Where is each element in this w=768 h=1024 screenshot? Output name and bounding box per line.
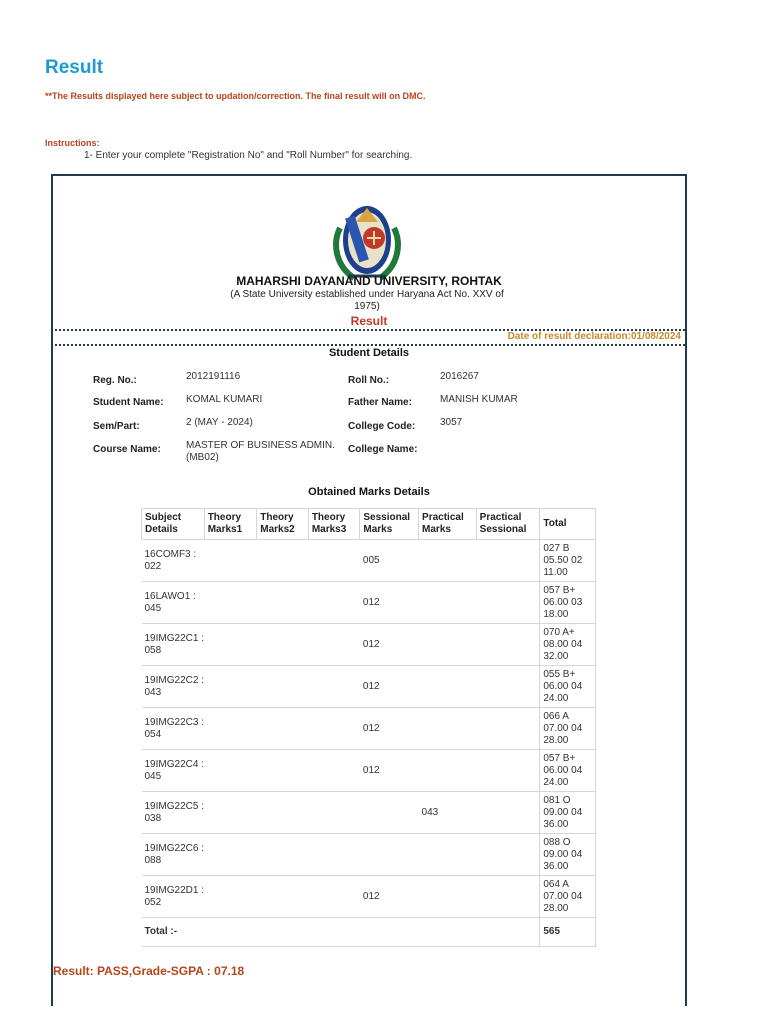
subject-code: 19IMG22D1 : <box>144 884 204 896</box>
subject-cell <box>142 792 205 834</box>
subject-cell <box>142 750 205 792</box>
practical-sessional-cell <box>476 666 540 708</box>
theory-marks2-cell <box>257 540 309 582</box>
final-result: Result: PASS,Grade-SGPA : 07.18 <box>53 964 245 978</box>
page-title: Result <box>45 57 104 78</box>
sessional-cell: 012 <box>360 750 419 792</box>
sessional-cell: 012 <box>360 582 419 624</box>
subject-cell <box>142 834 205 876</box>
table-row <box>142 666 596 708</box>
student-name-label: Student Name: <box>93 397 164 408</box>
theory-marks3-cell <box>308 792 360 834</box>
sessional-cell <box>360 834 419 876</box>
theory-marks3-cell <box>308 666 360 708</box>
theory-marks2-cell <box>257 792 309 834</box>
subject-cell <box>142 666 205 708</box>
table-row <box>142 792 596 834</box>
theory-marks2-cell <box>257 750 309 792</box>
theory-marks1: 038 <box>144 812 162 824</box>
roll-no-label: Roll No.: <box>348 375 390 386</box>
theory-marks3-cell <box>308 540 360 582</box>
subject-code: 19IMG22C6 : <box>144 842 204 854</box>
father-name-label: Father Name: <box>348 397 412 408</box>
practical-cell <box>419 666 477 708</box>
theory-marks1-cell <box>204 750 257 792</box>
subject-code: 19IMG22C3 : <box>144 716 204 728</box>
instructions-line: 1- Enter your complete "Registration No" and "Roll Number" for searching. <box>84 150 413 161</box>
table-row <box>142 834 596 876</box>
column-header: Sessional Marks <box>360 509 419 540</box>
theory-marks2-cell <box>257 876 309 918</box>
reg-no-label: Reg. No.: <box>93 375 137 386</box>
reg-no-value: 2012191116 <box>186 371 241 382</box>
practical-sessional-cell <box>476 708 540 750</box>
subject-cell <box>142 708 205 750</box>
total-cell: 057 B+ 06.00 03 18.00 <box>540 582 596 624</box>
theory-marks1-cell <box>204 834 257 876</box>
marks-table <box>141 508 596 947</box>
theory-marks1-cell <box>204 540 257 582</box>
roll-no-value: 2016267 <box>440 371 479 382</box>
disclaimer-text: **The Results displayed here subject to updation/correction. The final result will on DMC. <box>45 91 426 101</box>
practical-cell <box>419 540 477 582</box>
total-cell: 066 A 07.00 04 28.00 <box>540 708 596 750</box>
practical-sessional-cell <box>476 750 540 792</box>
theory-marks1: 054 <box>144 728 162 740</box>
result-declaration-date: Date of result declaration:01/08/2024 <box>507 331 681 342</box>
college-name-label: College Name: <box>348 444 418 455</box>
table-row <box>142 750 596 792</box>
theory-marks2-cell <box>257 708 309 750</box>
subject-cell <box>142 876 205 918</box>
marks-heading: Obtained Marks Details <box>308 486 430 498</box>
total-cell: 081 O 09.00 04 36.00 <box>540 792 596 834</box>
theory-marks1: 088 <box>144 854 162 866</box>
theory-marks1: 052 <box>144 896 162 908</box>
table-row <box>142 624 596 666</box>
total-row <box>142 918 596 947</box>
dotted-divider <box>51 344 685 346</box>
college-code-value: 3057 <box>440 417 463 428</box>
theory-marks1: 022 <box>144 560 162 572</box>
column-header: Theory Marks1 <box>204 509 257 540</box>
theory-marks1-cell <box>204 708 257 750</box>
subject-code: 19IMG22C5 : <box>144 800 204 812</box>
total-label: Total :- <box>142 918 540 947</box>
practical-cell <box>419 708 477 750</box>
sessional-cell: 005 <box>360 540 419 582</box>
result-heading: Result <box>350 314 388 328</box>
student-details-heading: Student Details <box>328 347 410 359</box>
practical-sessional-cell <box>476 540 540 582</box>
sessional-cell: 012 <box>360 708 419 750</box>
theory-marks1-cell <box>204 582 257 624</box>
sessional-cell: 012 <box>360 876 419 918</box>
table-row <box>142 540 596 582</box>
column-header: Subject Details <box>142 509 205 540</box>
column-header: Theory Marks3 <box>308 509 360 540</box>
marks-header-row <box>142 509 596 540</box>
column-header: Total <box>540 509 596 540</box>
subject-cell <box>142 582 205 624</box>
instructions-heading: Instructions: <box>45 138 100 148</box>
university-name: MAHARSHI DAYANAND UNIVERSITY, ROHTAK <box>236 274 502 288</box>
theory-marks3-cell <box>308 708 360 750</box>
practical-cell: 043 <box>419 792 477 834</box>
sessional-cell <box>360 792 419 834</box>
course-name-value: MASTER OF BUSINESS ADMIN. (MB02) <box>186 440 335 463</box>
total-cell: 070 A+ 08.00 04 32.00 <box>540 624 596 666</box>
sem-part-label: Sem/Part: <box>93 421 140 432</box>
table-row <box>142 708 596 750</box>
subject-code: 16COMF3 : <box>144 548 197 560</box>
total-cell: 027 B 05.50 02 11.00 <box>540 540 596 582</box>
theory-marks3-cell <box>308 750 360 792</box>
practical-cell <box>419 876 477 918</box>
column-header: Practical Marks <box>419 509 477 540</box>
sessional-cell: 012 <box>360 666 419 708</box>
total-cell: 055 B+ 06.00 04 24.00 <box>540 666 596 708</box>
practical-cell <box>419 750 477 792</box>
theory-marks1: 045 <box>144 770 162 782</box>
practical-sessional-cell <box>476 834 540 876</box>
student-name-value: KOMAL KUMARI <box>186 394 263 405</box>
subject-code: 19IMG22C1 : <box>144 632 204 644</box>
university-logo <box>326 198 408 284</box>
column-header: Practical Sessional <box>476 509 540 540</box>
total-cell: 064 A 07.00 04 28.00 <box>540 876 596 918</box>
theory-marks1-cell <box>204 624 257 666</box>
theory-marks1-cell <box>204 876 257 918</box>
theory-marks1-cell <box>204 666 257 708</box>
theory-marks1: 043 <box>144 686 162 698</box>
college-code-label: College Code: <box>348 421 416 432</box>
practical-sessional-cell <box>476 792 540 834</box>
practical-cell <box>419 582 477 624</box>
subject-code: 19IMG22C2 : <box>144 674 204 686</box>
theory-marks3-cell <box>308 834 360 876</box>
total-cell: 057 B+ 06.00 04 24.00 <box>540 750 596 792</box>
total-cell: 088 O 09.00 04 36.00 <box>540 834 596 876</box>
theory-marks1-cell <box>204 792 257 834</box>
table-row <box>142 582 596 624</box>
theory-marks3-cell <box>308 582 360 624</box>
theory-marks3-cell <box>308 624 360 666</box>
theory-marks3-cell <box>308 876 360 918</box>
theory-marks1: 045 <box>144 602 162 614</box>
column-header: Theory Marks2 <box>257 509 309 540</box>
father-name-value: MANISH KUMAR <box>440 394 518 405</box>
practical-cell <box>419 834 477 876</box>
subject-code: 16LAWO1 : <box>144 590 196 602</box>
practical-sessional-cell <box>476 582 540 624</box>
theory-marks2-cell <box>257 582 309 624</box>
sessional-cell: 012 <box>360 624 419 666</box>
theory-marks2-cell <box>257 834 309 876</box>
practical-sessional-cell <box>476 876 540 918</box>
course-name-label: Course Name: <box>93 444 161 455</box>
university-subtitle: (A State University established under Haryana Act No. XXV of 1975) <box>230 289 504 312</box>
table-row <box>142 876 596 918</box>
result-card <box>51 174 687 1006</box>
subject-cell <box>142 624 205 666</box>
sem-part-value: 2 (MAY - 2024) <box>186 417 253 428</box>
theory-marks2-cell <box>257 666 309 708</box>
theory-marks2-cell <box>257 624 309 666</box>
subject-code: 19IMG22C4 : <box>144 758 204 770</box>
practical-cell <box>419 624 477 666</box>
theory-marks1: 058 <box>144 644 162 656</box>
grand-total: 565 <box>540 918 596 947</box>
subject-cell <box>142 540 205 582</box>
practical-sessional-cell <box>476 624 540 666</box>
